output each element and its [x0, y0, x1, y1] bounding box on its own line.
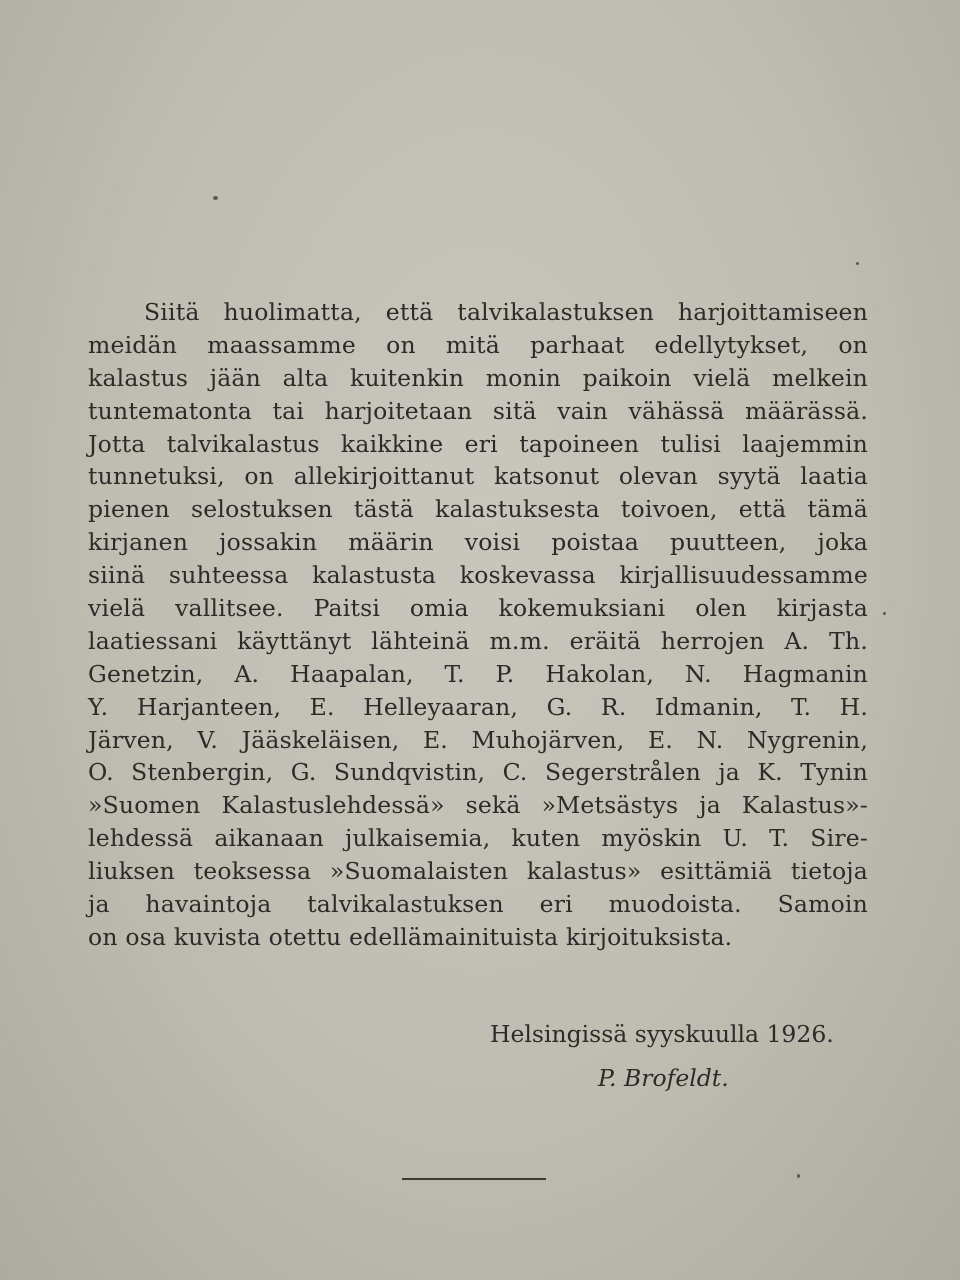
preface-line: Genetzin, A. Haapalan, T. P. Hakolan, N. Hagmanin	[88, 659, 868, 688]
preface-line: siinä suhteessa kalastusta koskevassa kirjallisuudessamme	[88, 561, 868, 590]
preface-line: kalastus jään alta kuitenkin monin paikoin vielä melkein	[88, 363, 868, 392]
preface-line: »Suomen Kalastuslehdessä» sekä »Metsästys ja Kalastus»-	[88, 791, 868, 820]
preface-line: lehdessä aikanaan julkaisemia, kuten myöskin U. T. Sire-	[88, 824, 868, 853]
preface-line: tuntematonta tai harjoitetaan sitä vain vähässä määrässä.	[88, 396, 868, 425]
preface-line: ja havaintoja talvikalastuksen eri muodoista. Samoin	[88, 890, 868, 919]
preface-line: pienen selostuksen tästä kalastuksesta toivoen, että tämä	[88, 495, 868, 524]
preface-line: kirjanen jossakin määrin voisi poistaa puutteen, joka	[88, 528, 868, 557]
preface-line: tunnetuksi, on allekirjoittanut katsonut olevan syytä laatia	[88, 462, 868, 491]
paper-speck	[797, 1174, 800, 1178]
author-signature: P. Brofeldt.	[598, 1064, 729, 1092]
divider-rule	[402, 1178, 546, 1180]
preface-line: liuksen teoksessa »Suomalaisten kalastus» esittämiä tietoja	[88, 857, 868, 886]
preface-text	[88, 296, 868, 954]
preface-line: laatiessani käyttänyt lähteinä m.m. eräitä herrojen A. Th.	[88, 626, 868, 655]
paper-speck	[883, 612, 886, 615]
preface-line: meidän maassamme on mitä parhaat edellytykset, on	[88, 330, 868, 359]
preface-line: Siitä huolimatta, että talvikalastuksen harjoittamiseen	[144, 298, 868, 326]
preface-line: Jotta talvikalastus kaikkine eri tapoineen tulisi laajemmin	[88, 429, 868, 458]
paper-speck	[856, 262, 859, 265]
preface-line: Järven, V. Jääskeläisen, E. Muhojärven, E. N. Nygrenin,	[88, 725, 868, 754]
preface-line: on osa kuvista otettu edellämainituista kirjoituksista.	[88, 922, 733, 951]
preface-line: O. Stenbergin, G. Sundqvistin, C. Segerstrålen ja K. Tynin	[88, 758, 868, 787]
preface-line: vielä vallitsee. Paitsi omia kokemuksiani olen kirjasta	[88, 594, 868, 623]
preface-line: Y. Harjanteen, E. Helleyaaran, G. R. Idmanin, T. H.	[88, 692, 868, 721]
place-date: Helsingissä syyskuulla 1926.	[490, 1020, 834, 1048]
paper-speck	[213, 196, 218, 200]
